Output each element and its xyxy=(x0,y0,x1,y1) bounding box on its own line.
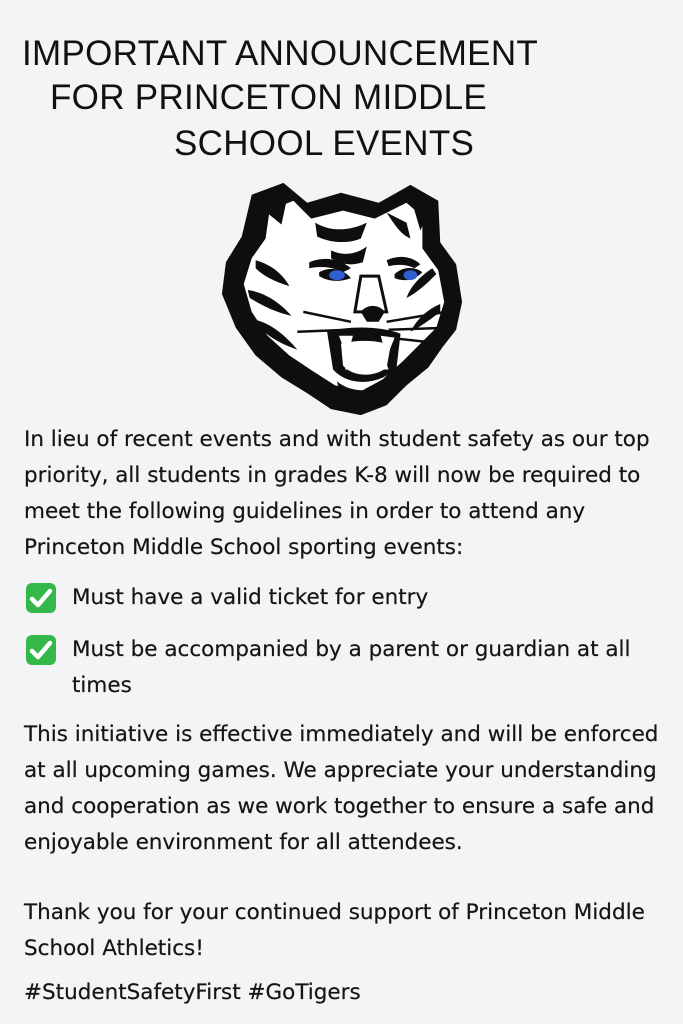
green-checkmark-icon xyxy=(24,633,58,667)
guideline-text: Must have a valid ticket for entry xyxy=(72,585,429,610)
guideline-text: Must be accompanied by a parent or guardian at all times xyxy=(72,637,631,698)
intro-paragraph: In lieu of recent events and with student safety as our top priority, all students in grades K-8 will now be required to meet the following guidelines in order to attend any Princeton Middle School sporting events: xyxy=(24,427,650,560)
green-checkmark-icon xyxy=(24,581,58,615)
headline-line-2: FOR PRINCETON MIDDLE xyxy=(50,78,488,117)
headline-line-3: SCHOOL EVENTS xyxy=(174,124,475,163)
thanks-paragraph: Thank you for your continued support of Princeton Middle School Athletics! xyxy=(24,900,645,961)
effective-paragraph: This initiative is effective immediately and will be enforced at all upcoming games. We appreciate your understanding and cooperation as we work together to ensure a safe and enjoyable environment for all attendees. xyxy=(24,722,659,855)
hashtags: #StudentSafetyFirst #GoTigers xyxy=(24,980,361,1005)
tiger-head-icon xyxy=(212,172,470,422)
headline-line-1: IMPORTANT ANNOUNCEMENT xyxy=(22,34,539,73)
guideline-item xyxy=(24,632,674,704)
guideline-item xyxy=(24,580,674,616)
